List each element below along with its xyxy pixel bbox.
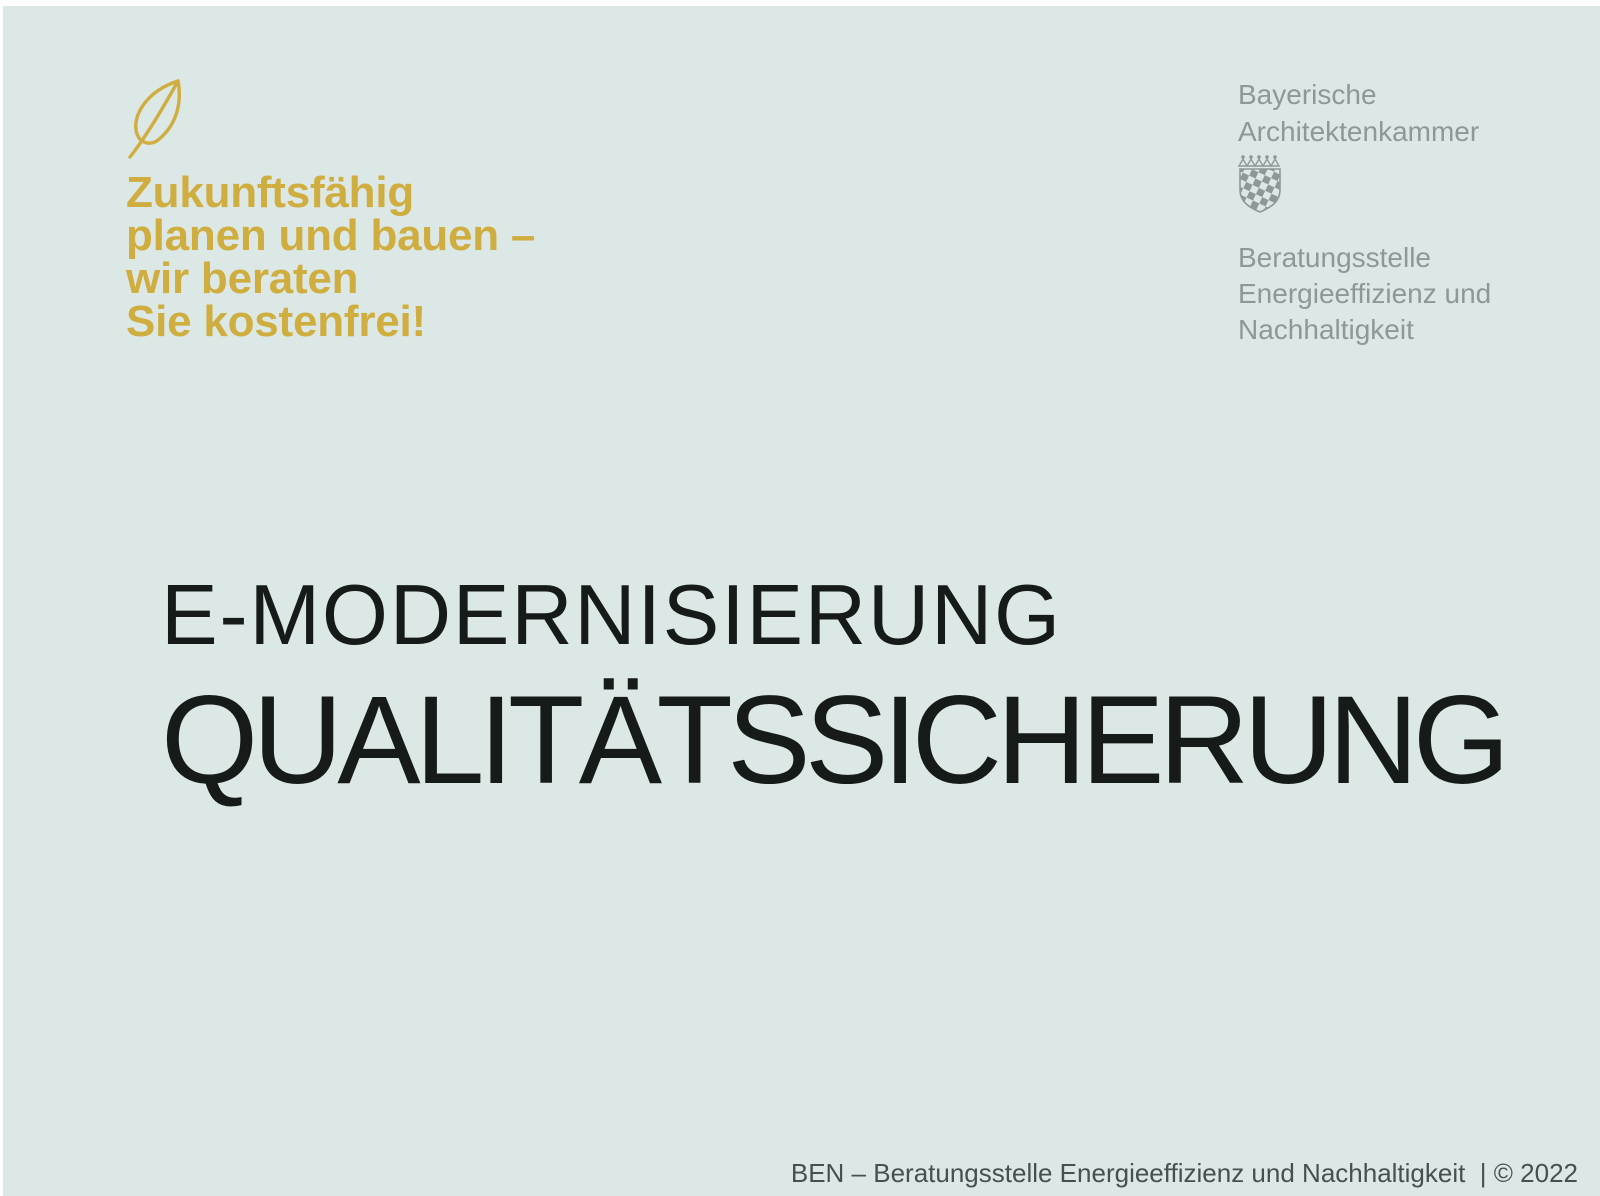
slide-title-line2: QUALITÄTSSICHERUNG xyxy=(161,671,1505,810)
title-block xyxy=(161,564,1504,813)
chamber-unit-line: Nachhaltigkeit xyxy=(1238,314,1414,345)
chamber-unit-line: Energieeffizienz und xyxy=(1238,278,1492,309)
tagline-line: Zukunftsfähig xyxy=(126,168,414,217)
footer-credit: BEN – Beratungsstelle Energieeffizienz und Nachhaltigkeit | © 2022 xyxy=(790,1158,1578,1188)
slide-canvas xyxy=(3,6,1600,1196)
chamber-name xyxy=(1238,76,1479,150)
chamber-unit xyxy=(1238,240,1491,348)
chamber-logo-block xyxy=(1238,76,1492,345)
tagline-line: Sie kostenfrei! xyxy=(126,297,426,346)
leaf-icon xyxy=(125,76,191,160)
tagline-line: planen und bauen – xyxy=(126,211,536,260)
slide-title-line1: E-MODERNISIERUNG xyxy=(161,568,1062,663)
bavarian-crest-icon xyxy=(1236,154,1286,214)
tagline xyxy=(126,168,536,346)
chamber-name-line: Bayerische xyxy=(1238,79,1377,110)
chamber-unit-line: Beratungsstelle xyxy=(1238,242,1432,273)
tagline-line: wir beraten xyxy=(126,254,359,303)
chamber-name-line: Architektenkammer xyxy=(1238,116,1480,147)
